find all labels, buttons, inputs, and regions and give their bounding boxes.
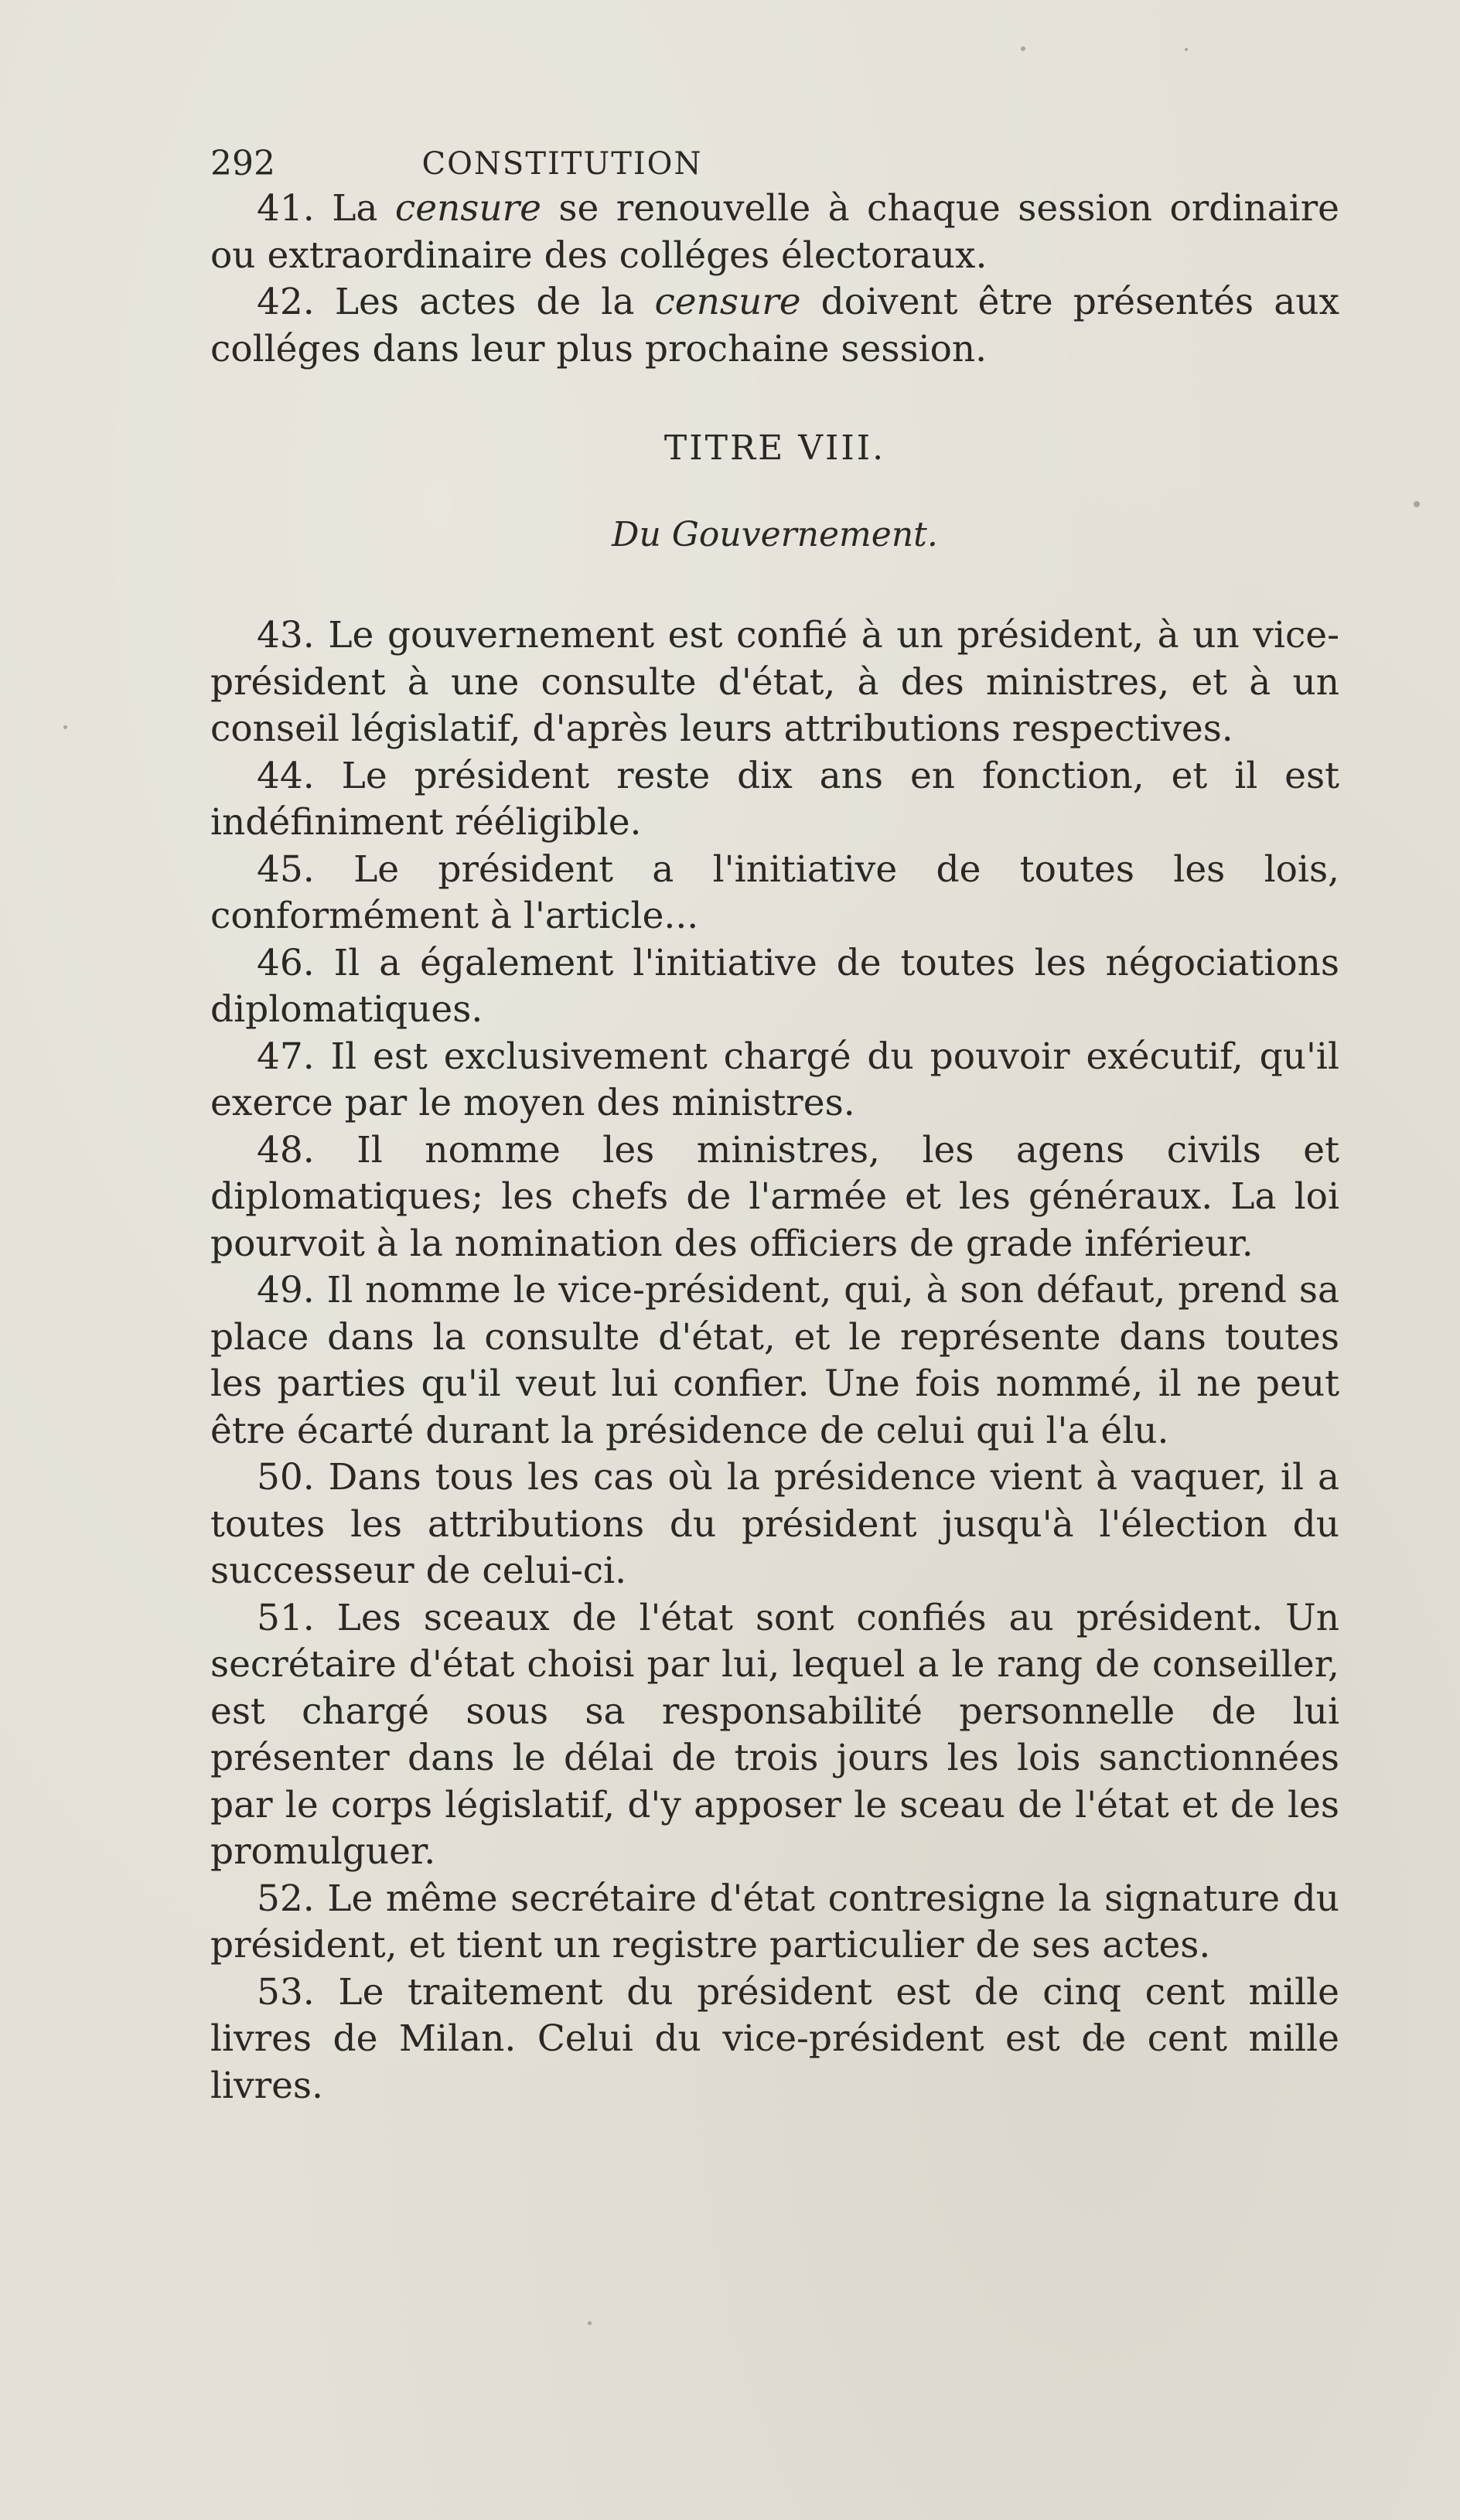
page-number: 292	[210, 144, 275, 183]
article-text: Le président reste dix ans en fonction, et il est indéfiniment rééligible.	[210, 754, 1339, 844]
paper-speck	[1185, 48, 1188, 51]
page-body	[210, 186, 1339, 2109]
article-53	[210, 1969, 1339, 2110]
article-number: 42.	[257, 281, 315, 323]
paper-speck	[1103, 2041, 1106, 2044]
article-49	[210, 1267, 1339, 1454]
article-number: 49.	[257, 1269, 315, 1311]
article-text: Il nomme les ministres, les agens civils et diplomatiques; les chefs de l'armée et les généraux. La loi pourvoit à la nomination des officiers de grade inférieur.	[210, 1128, 1339, 1265]
article-text: Les actes de la	[314, 281, 655, 323]
article-number: 44.	[257, 754, 315, 797]
article-italic-term: censure	[394, 187, 541, 230]
article-43	[210, 612, 1339, 753]
article-48	[210, 1127, 1339, 1268]
article-text: Dans tous les cas où la présidence vient à vaquer, il a toutes les attributions du président jusqu'à l'élection du successeur de celui-ci.	[210, 1456, 1339, 1592]
article-text: Les sceaux de l'état sont confiés au président. Un secrétaire d'état choisi par lui, lequel a le rang de conseiller, est chargé sous sa responsabilité personnelle de lui présenter dans le délai de trois jours les lois sanctionnées par le corps législatif, d'y apposer le sceau de l'état et de les promulguer.	[210, 1596, 1339, 1873]
paper-speck	[63, 725, 67, 729]
article-text: Le traitement du président est de cinq cent mille livres de Milan. Celui du vice-président est de cent mille livres.	[210, 1970, 1339, 2107]
article-text: Il a également l'initiative de toutes les négociations diplomatiques.	[210, 941, 1339, 1031]
article-46	[210, 940, 1339, 1034]
article-number: 47.	[257, 1035, 315, 1078]
article-number: 45.	[257, 847, 315, 891]
paper-speck	[588, 2321, 592, 2325]
article-text: Le gouvernement est confié à un président, à un vice-président à une consulte d'état, à des ministres, et à un conseil législatif, d'après leurs attributions respectives.	[210, 614, 1339, 750]
paper-speck	[1414, 501, 1420, 507]
page-header	[210, 141, 914, 187]
article-text: Le président a l'initiative de toutes les lois, conformément à l'article...	[210, 847, 1339, 937]
article-number: 52.	[257, 1877, 315, 1920]
article-42	[210, 279, 1339, 373]
article-number: 50.	[257, 1456, 315, 1499]
article-text: se renouvelle à chaque session ordinaire ou extraordinaire des colléges électoraux.	[210, 187, 1339, 277]
article-number: 53.	[257, 1970, 315, 2014]
article-text: La	[314, 187, 395, 230]
article-number: 46.	[257, 941, 315, 984]
running-title: CONSTITUTION	[421, 146, 703, 182]
article-italic-term: censure	[654, 281, 801, 323]
section-subtitle: Du Gouvernement.	[612, 515, 938, 554]
article-51	[210, 1595, 1339, 1876]
article-50	[210, 1454, 1339, 1595]
article-number: 43.	[257, 614, 315, 656]
section-title: TITRE VIII.	[663, 428, 886, 468]
article-47	[210, 1034, 1339, 1127]
paper-speck	[1021, 46, 1025, 51]
article-45	[210, 847, 1339, 940]
article-41	[210, 186, 1339, 279]
article-number: 51.	[257, 1596, 315, 1639]
article-text: Il nomme le vice-président, qui, à son défaut, prend sa place dans la consulte d'état, et le représente dans toutes les parties qu'il veut lui confier. Une fois nommé, il ne peut être écarté durant la présidence de celui qui l'a élu.	[210, 1269, 1339, 1452]
article-text: Il est exclusivement chargé du pouvoir exécutif, qu'il exerce par le moyen des ministres.	[210, 1035, 1339, 1124]
article-52	[210, 1876, 1339, 1969]
article-44	[210, 753, 1339, 847]
article-number: 41.	[257, 187, 315, 230]
article-text: Le même secrétaire d'état contresigne la signature du président, et tient un registre particulier de ses actes.	[210, 1877, 1339, 1966]
article-text: doivent être présentés aux colléges dans leur plus prochaine session.	[210, 281, 1340, 370]
article-number: 48.	[257, 1128, 315, 1171]
